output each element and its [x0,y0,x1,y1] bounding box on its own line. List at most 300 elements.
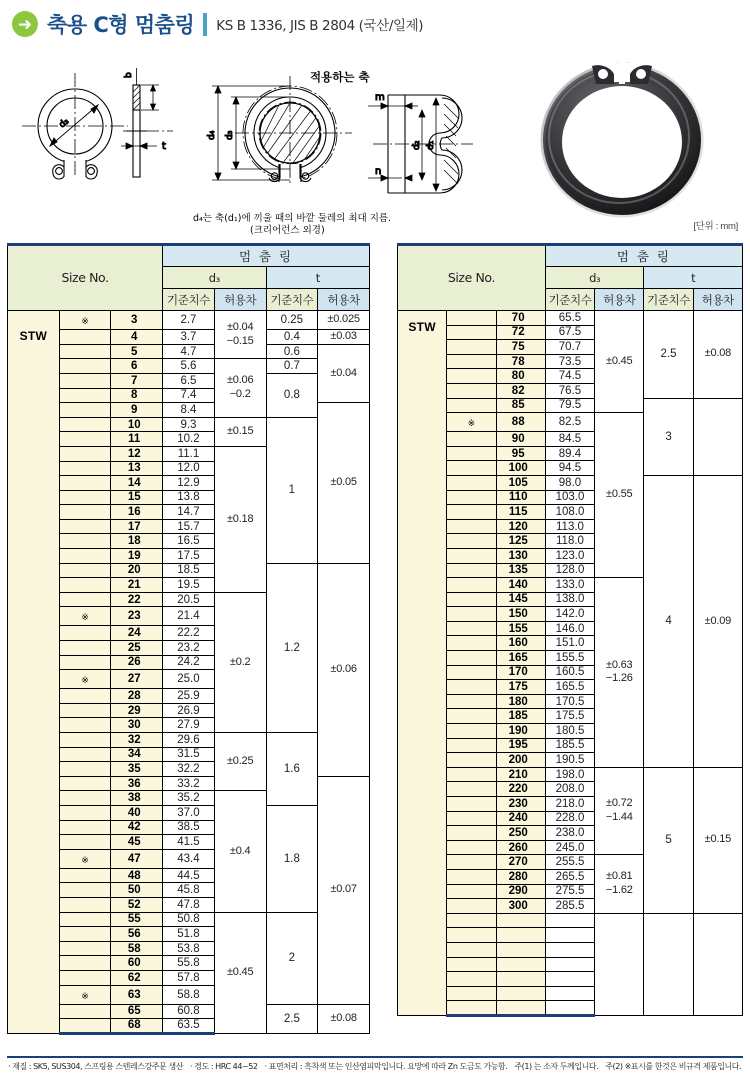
d3-basic-cell: 33.2 [163,776,215,791]
size-mark-cell [447,446,496,461]
header-t-tol: 허용차 [318,289,370,311]
size-no-cell [496,928,545,943]
d3-tolerance-lower: −0.15 [226,334,254,347]
table-row [8,311,370,330]
t-basic-cell: 1.8 [266,805,318,912]
label-b: b [124,72,134,78]
footer-notes [8,1061,748,1072]
d3-basic-cell: 51.8 [163,927,215,942]
d3-basic-cell [545,1001,594,1016]
size-no-cell: 130 [496,548,545,563]
size-mark-cell [59,970,111,985]
d3-basic-cell: 20.5 [163,592,215,607]
size-no-cell: 230 [496,797,545,812]
table-row [8,912,370,927]
size-mark-cell [59,1004,111,1019]
size-mark-cell [59,689,111,704]
size-mark-cell [59,956,111,971]
header-d3-basic: 기준치수 [545,289,594,311]
size-mark-cell [447,680,496,695]
size-mark: ※ [81,990,89,1001]
size-no-cell: 42 [111,820,163,835]
d3-basic-cell: 58.8 [163,985,215,1004]
d3-basic-cell: 190.5 [545,753,594,768]
table-row [8,330,370,345]
size-mark-cell [59,655,111,670]
table-row [398,475,743,490]
title-divider [203,13,207,36]
d3-basic-cell: 245.0 [545,840,594,855]
d3-basic-cell: 113.0 [545,519,594,534]
size-mark-cell [59,417,111,432]
d3-basic-cell: 165.5 [545,680,594,695]
size-no-cell: 80 [496,369,545,384]
d3-basic-cell: 41.5 [163,835,215,850]
d3-basic-cell: 76.5 [545,383,594,398]
size-no-cell: 58 [111,941,163,956]
d3-basic-cell: 3.7 [163,330,215,345]
d3-tolerance-lower: −0.2 [229,388,251,401]
size-mark-cell [447,563,496,578]
d3-basic-cell: 25.9 [163,689,215,704]
size-no-cell: 260 [496,840,545,855]
spec-table-left [7,243,370,1035]
size-no-cell: 220 [496,782,545,797]
size-no-cell: 90 [496,432,545,447]
size-no-cell: 23 [111,607,163,626]
size-mark-cell [59,703,111,718]
t-basic-cell: 1 [266,417,318,563]
d3-tolerance-cell [595,913,644,1015]
d3-basic-cell: 151.0 [545,636,594,651]
d3-tolerance-upper: ±0.45 [606,354,633,367]
t-basic-cell: 4 [644,475,693,767]
size-mark-cell [59,461,111,476]
size-no-cell: 175 [496,680,545,695]
header-d3: d₃ [545,267,644,289]
d3-basic-cell [545,913,594,928]
size-mark-cell [447,1001,496,1016]
size-no-cell: 145 [496,592,545,607]
size-no-cell: 210 [496,767,545,782]
d3-basic-cell: 31.5 [163,747,215,762]
d3-tolerance-cell [214,446,266,592]
size-no-cell: 120 [496,519,545,534]
footer-note-5: 주(2) ※표시를 한것은 비규격 제품입니다. [605,1062,742,1071]
size-no-cell: 70 [496,311,545,326]
size-no-cell: 160 [496,636,545,651]
size-no-cell: 75 [496,340,545,355]
size-no-cell: 170 [496,665,545,680]
size-mark-cell [59,563,111,578]
d3-basic-cell: 73.5 [545,354,594,369]
size-no-cell: 115 [496,505,545,520]
d3-basic-cell: 79.5 [545,398,594,413]
size-mark-cell [59,670,111,689]
d3-tolerance-cell [214,311,266,359]
size-no-cell: 17 [111,519,163,534]
d3-tolerance-cell [595,311,644,413]
d3-basic-cell: 67.5 [545,325,594,340]
size-mark-cell [447,738,496,753]
size-mark-cell [447,986,496,1001]
d3-tolerance-cell [214,359,266,417]
size-mark-cell [447,665,496,680]
label-d3-assembly: d₃ [225,130,235,140]
d3-basic-cell [545,957,594,972]
table-row [398,913,743,928]
header-size-no [398,245,546,311]
size-no-cell: 22 [111,592,163,607]
d3-basic-cell: 47.8 [163,897,215,912]
footer-note-2: · 경도 : HRC 44~52 [190,1062,258,1071]
d3-basic-cell: 74.5 [545,369,594,384]
t-tolerance-cell: ±0.025 [318,311,370,330]
size-mark-cell [447,548,496,563]
t-tolerance-cell: ±0.04 [318,344,370,402]
d3-tolerance-cell [214,791,266,912]
size-mark-cell [447,884,496,899]
footer-note-1: · 재질 : SK5, SUS304, 스프링용 스텐레스강주문 생산 [8,1062,183,1071]
d3-basic-cell: 57.8 [163,970,215,985]
size-no-cell: 280 [496,869,545,884]
size-mark: ※ [467,418,476,429]
d3-basic-cell: 146.0 [545,621,594,636]
series-label-cell [8,311,60,1034]
size-no-cell: 7 [111,373,163,388]
size-no-cell: 48 [111,868,163,883]
size-mark-cell [59,592,111,607]
size-mark-cell [59,373,111,388]
size-mark-cell [447,325,496,340]
d3-basic-cell: 170.5 [545,694,594,709]
size-no-cell: 105 [496,475,545,490]
size-mark-cell [447,311,496,326]
size-mark-cell [447,724,496,739]
size-no-cell: 34 [111,747,163,762]
d3-basic-cell: 118.0 [545,534,594,549]
d3-tolerance-cell [214,592,266,732]
size-mark-cell [447,651,496,666]
t-basic-cell: 0.4 [266,330,318,345]
size-mark-cell [59,311,111,330]
table-row [8,373,370,388]
size-no-cell: 29 [111,703,163,718]
t-basic-cell: 2.5 [644,311,693,399]
d3-basic-cell: 7.4 [163,388,215,403]
d3-tolerance-upper: ±0.25 [226,754,254,767]
d3-tolerance-upper: ±0.18 [226,512,254,525]
size-mark-cell [447,340,496,355]
d3-basic-cell: 24.2 [163,655,215,670]
d3-tolerance-cell [214,733,266,791]
size-mark-cell [59,927,111,942]
t-basic-cell: 3 [644,398,693,475]
label-m: m [375,92,385,103]
size-no-cell [496,1001,545,1016]
d3-basic-cell: 12.9 [163,476,215,491]
size-no-cell: 14 [111,476,163,491]
size-no-cell: 185 [496,709,545,724]
d3-tolerance-lower: −1.62 [605,884,633,897]
arrow-right-circle-icon: ➜ [12,11,38,37]
d3-tolerance-upper: ±0.55 [606,488,633,501]
size-mark-cell [59,805,111,820]
table-row [398,767,743,782]
size-no-cell: 35 [111,762,163,777]
size-mark-cell [447,972,496,987]
size-mark: ※ [81,316,89,326]
size-mark-cell [447,354,496,369]
technical-drawings [0,48,500,238]
size-mark-cell [59,359,111,374]
d3-tolerance-upper: ±0.04 [226,320,254,333]
header-t: t [644,267,743,289]
t-basic-cell: 5 [644,767,693,913]
size-no-cell: 195 [496,738,545,753]
size-no-cell: 11 [111,432,163,447]
d3-basic-cell: 238.0 [545,826,594,841]
size-no-cell: 140 [496,578,545,593]
size-mark-cell [447,475,496,490]
d3-tolerance-upper: ±0.63 [606,658,633,671]
size-mark-cell [447,432,496,447]
size-no-cell: 24 [111,626,163,641]
size-no-cell: 63 [111,985,163,1004]
d3-basic-cell: 108.0 [545,505,594,520]
unit-note: [단위 : mm] [693,221,738,232]
size-no-cell: 38 [111,791,163,806]
t-tolerance-cell: ±0.07 [318,776,370,1004]
size-mark-cell [447,534,496,549]
table-row [8,359,370,374]
size-no-cell: 100 [496,461,545,476]
series-label-cell [398,311,447,1016]
d3-basic-cell: 43.4 [163,849,215,868]
size-mark: ※ [81,675,89,686]
d3-tolerance-cell [595,767,644,855]
t-tolerance-cell: ±0.08 [318,1004,370,1033]
size-no-cell: 135 [496,563,545,578]
size-no-cell: 200 [496,753,545,768]
size-no-cell: 95 [496,446,545,461]
size-no-cell [496,972,545,987]
size-mark-cell [59,1019,111,1034]
d3-tolerance-upper: ±0.4 [229,844,251,857]
drawing-caption-line2: (크리어런스 외경) [250,225,325,236]
size-mark-cell [59,718,111,733]
size-mark-cell [447,826,496,841]
size-no-cell: 9 [111,403,163,418]
size-no-cell: 40 [111,805,163,820]
size-no-cell: 78 [496,354,545,369]
product-photo [505,52,740,227]
t-basic-cell: 2 [266,912,318,1004]
d3-tolerance-upper: ±0.06 [226,374,254,387]
size-no-cell: 270 [496,855,545,870]
size-no-cell: 19 [111,549,163,564]
header-t-basic: 기준치수 [266,289,318,311]
d3-basic-cell: 25.0 [163,670,215,689]
size-mark-cell [59,733,111,748]
d3-basic-cell: 84.5 [545,432,594,447]
size-no-cell: 240 [496,811,545,826]
size-no-cell: 5 [111,344,163,359]
d3-basic-cell: 155.5 [545,651,594,666]
d3-basic-cell: 23.2 [163,641,215,656]
size-no-cell: 26 [111,655,163,670]
size-mark-cell [59,747,111,762]
size-mark-cell [59,912,111,927]
size-no-cell: 20 [111,563,163,578]
size-mark-cell [59,476,111,491]
d3-basic-cell: 138.0 [545,592,594,607]
header-t: t [266,267,369,289]
d3-basic-cell: 21.4 [163,607,215,626]
size-no-cell: 85 [496,398,545,413]
d3-basic-cell: 142.0 [545,607,594,622]
size-mark-cell [59,762,111,777]
table-row [8,344,370,359]
size-mark-cell [59,330,111,345]
size-mark-cell [59,791,111,806]
size-mark-cell [447,928,496,943]
footer-divider [7,1056,743,1058]
size-no-cell: 18 [111,534,163,549]
t-basic-cell: 0.25 [266,311,318,330]
page-title: 축용 C형 멈춤링 [47,13,195,37]
footer-note-4: 주(1) 는 소자 두께입니다. [514,1062,599,1071]
size-mark-cell [59,626,111,641]
size-mark-cell [447,607,496,622]
label-t: t [162,141,166,152]
d3-basic-cell: 15.7 [163,519,215,534]
size-mark-cell [447,578,496,593]
size-mark-cell [447,753,496,768]
size-no-cell: 6 [111,359,163,374]
d3-basic-cell: 26.9 [163,703,215,718]
size-no-cell: 110 [496,490,545,505]
size-no-cell: 150 [496,607,545,622]
header-group: 멈 춤 링 [545,245,742,267]
table-row [8,417,370,432]
footer-note-3: · 표면처리 : 흑착색 또는 인산염피막입니다. 요망에 따라 Zn 도금도 가능함. [264,1062,508,1071]
standard-reference: KS B 1336, JIS B 2804 (국산/일제) [216,18,424,34]
header-t-basic: 기준치수 [644,289,693,311]
size-mark-cell [59,490,111,505]
size-no-cell: 55 [111,912,163,927]
size-no-cell: 62 [111,970,163,985]
size-no-cell: 15 [111,490,163,505]
size-mark-cell [447,592,496,607]
size-mark-cell [59,835,111,850]
size-no-cell: 28 [111,689,163,704]
t-tolerance-cell: ±0.05 [318,403,370,564]
size-no-cell: 88 [496,413,545,432]
d3-basic-cell: 218.0 [545,797,594,812]
d3-tolerance-cell [595,413,644,578]
d3-basic-cell [545,986,594,1001]
size-no-cell [496,913,545,928]
size-no-cell: 25 [111,641,163,656]
d3-basic-cell: 5.6 [163,359,215,374]
d3-basic-cell: 11.1 [163,446,215,461]
size-mark-cell [447,505,496,520]
d3-basic-cell: 44.5 [163,868,215,883]
size-mark-cell [447,855,496,870]
d3-basic-cell: 185.5 [545,738,594,753]
size-no-cell: 36 [111,776,163,791]
d3-basic-cell: 228.0 [545,811,594,826]
label-n: n [375,166,382,177]
d3-basic-cell: 2.7 [163,311,215,330]
d3-basic-cell: 198.0 [545,767,594,782]
size-no-cell: 4 [111,330,163,345]
size-no-cell: 8 [111,388,163,403]
header-size-no-label: Size No. [447,270,496,285]
table-row [8,733,370,748]
size-no-cell: 72 [496,325,545,340]
size-mark-cell [447,942,496,957]
size-mark-cell [59,607,111,626]
size-no-cell [496,942,545,957]
d3-basic-cell: 14.7 [163,505,215,520]
drawing-caption-line1: d₄는 축(d₁)에 끼울 때의 바깥 둘레의 최대 지름. [193,213,392,224]
header-size-no [8,245,163,311]
size-no-cell: 21 [111,578,163,593]
size-no-cell: 65 [111,1004,163,1019]
header-d3-tol: 허용차 [214,289,266,311]
size-mark-cell [59,549,111,564]
d3-basic-cell: 4.7 [163,344,215,359]
size-mark-cell [59,403,111,418]
series-label: STW [19,328,48,343]
d3-tolerance-upper: ±0.72 [606,797,633,810]
d3-basic-cell [545,928,594,943]
size-no-cell: 50 [111,883,163,898]
d3-basic-cell [545,942,594,957]
size-mark-cell [59,985,111,1004]
size-mark-cell [59,344,111,359]
size-mark-cell [447,461,496,476]
d3-tolerance-cell [595,578,644,768]
size-no-cell: 155 [496,621,545,636]
t-tolerance-cell: ±0.15 [693,767,742,913]
t-tolerance-cell: ±0.08 [693,311,742,399]
d3-basic-cell: 82.5 [545,413,594,432]
size-no-cell: 68 [111,1019,163,1034]
d3-basic-cell: 65.5 [545,311,594,326]
size-mark-cell [447,797,496,812]
size-no-cell: 56 [111,927,163,942]
series-label: STW [408,319,436,334]
table-header-row-1 [8,245,370,267]
label-d3-front: d₃ [57,116,72,131]
size-no-cell: 290 [496,884,545,899]
size-no-cell: 32 [111,733,163,748]
d3-basic-cell: 17.5 [163,549,215,564]
d3-tolerance-cell [214,417,266,446]
size-mark-cell [447,383,496,398]
size-mark-cell [59,897,111,912]
table-row [8,805,370,820]
header-group: 멈 춤 링 [163,245,370,267]
t-basic-cell: 1.2 [266,563,318,732]
t-tolerance-cell: ±0.09 [693,475,742,767]
size-no-cell: 165 [496,651,545,666]
size-mark: ※ [81,612,89,623]
size-mark-cell [447,913,496,928]
